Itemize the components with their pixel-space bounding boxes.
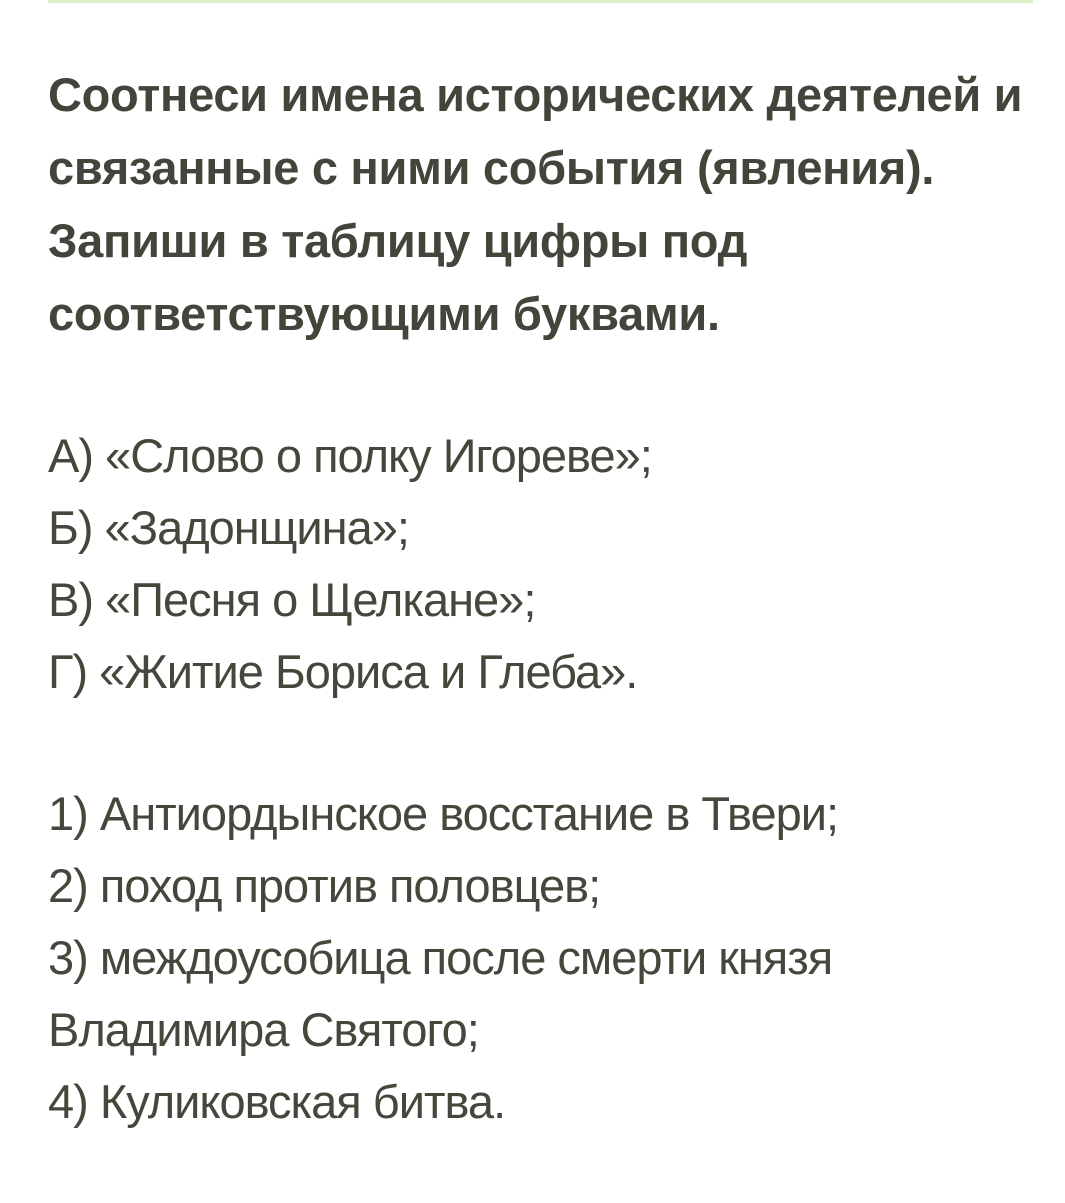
number-option-3-continued: Владимира Святого; [48,1003,479,1056]
letter-option-a: А) «Слово о полку Игореве»; [48,429,652,482]
letter-options-list [48,420,1038,708]
question-line: Соотнеси имена исторических деятелей и [48,68,1023,121]
letter-option-v: В) «Песня о Щелкане»; [48,573,536,626]
letter-option-g: Г) «Житие Бориса и Глеба». [48,645,638,698]
letter-option-b: Б) «Задонщина»; [48,501,409,554]
number-option-1: 1) Антиордынское восстание в Твери; [48,787,839,840]
number-options-list [48,778,1038,1138]
task-question [48,58,1038,350]
number-option-3: 3) междоусобица после смерти князя [48,931,833,984]
question-line: Запиши в таблицу цифры под [48,214,748,267]
number-option-2: 2) поход против половцев; [48,859,601,912]
top-divider [48,0,1033,3]
number-option-4: 4) Куликовская битва. [48,1075,506,1128]
question-line: связанные с ними события (явления). [48,141,935,194]
question-line: соответствующими буквами. [48,287,720,340]
task-content [48,58,1038,1138]
